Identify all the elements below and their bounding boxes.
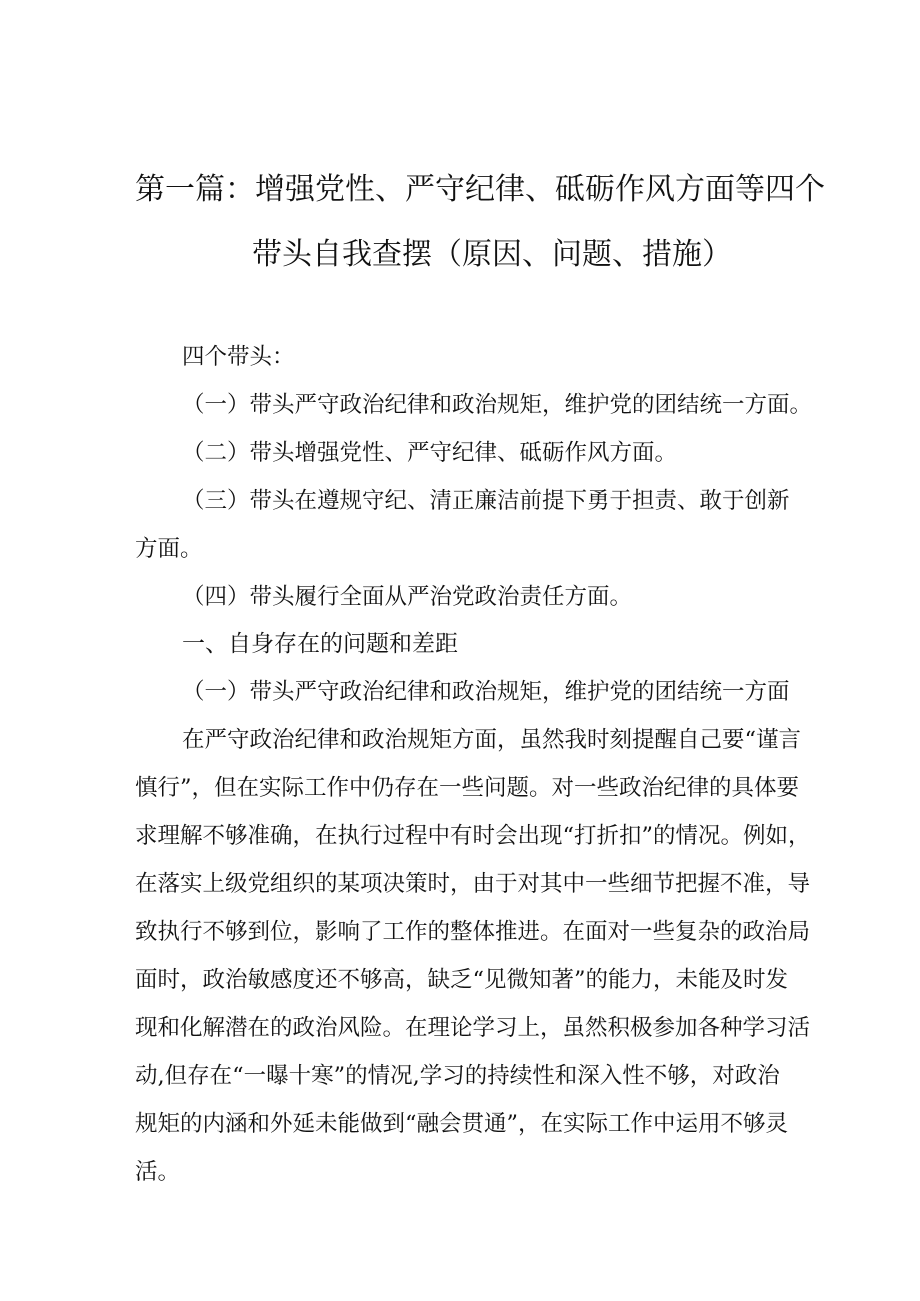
item-line-3: （三）带头在遵规守纪、清正廉洁前提下勇于担责、敢于创新 bbox=[182, 488, 790, 514]
item-line-3-continued: 方面。 bbox=[135, 536, 203, 562]
subsection-heading: （一）带头严守政治纪律和政治规矩，维护党的团结统一方面 bbox=[182, 679, 790, 705]
paragraph-line-2: 慎行”，但在实际工作中仍存在一些问题。对一些政治纪律的具体要 bbox=[135, 775, 800, 801]
intro-label: 四个带头： bbox=[182, 344, 295, 370]
paragraph-line-7: 现和化解潜在的政治风险。在理论学习上，虽然积极参加各种学习活 bbox=[135, 1015, 811, 1041]
paragraph-line-3: 求理解不够准确，在执行过程中有时会出现“打折扣”的情况。例如， bbox=[135, 823, 811, 849]
paragraph-line-4: 在落实上级党组织的某项决策时，由于对其中一些细节把握不准，导 bbox=[135, 871, 811, 897]
paragraph-line-1: 在严守政治纪律和政治规矩方面，虽然我时刻提醒自己要“谨言 bbox=[182, 727, 802, 753]
paragraph-line-10: 活。 bbox=[135, 1159, 181, 1185]
document-title-line-1: 第一篇：增强党性、严守纪律、砥砺作风方面等四个 bbox=[135, 172, 825, 207]
paragraph-line-5: 致执行不够到位，影响了工作的整体推进。在面对一些复杂的政治局 bbox=[135, 919, 811, 945]
section-heading: 一、自身存在的问题和差距 bbox=[182, 631, 458, 657]
item-line-4: （四）带头履行全面从严治党政治责任方面。 bbox=[182, 584, 633, 610]
paragraph-line-8: 动,但存在“一曝十寒”的情况,学习的持续性和深入性不够，对政治 bbox=[135, 1063, 780, 1089]
paragraph-line-6: 面时，政治敏感度还不够高，缺乏“见微知著”的能力，未能及时发 bbox=[135, 967, 789, 993]
item-line-1: （一）带头严守政治纪律和政治规矩，维护党的团结统一方面。 bbox=[182, 392, 813, 418]
item-line-2: （二）带头增强党性、严守纪律、砥砺作风方面。 bbox=[182, 440, 678, 466]
document-title-line-2: 带头自我查摆（原因、问题、措施） bbox=[252, 237, 732, 272]
paragraph-line-9: 规矩的内涵和外延未能做到“融会贯通”，在实际工作中运用不够灵 bbox=[135, 1111, 789, 1137]
